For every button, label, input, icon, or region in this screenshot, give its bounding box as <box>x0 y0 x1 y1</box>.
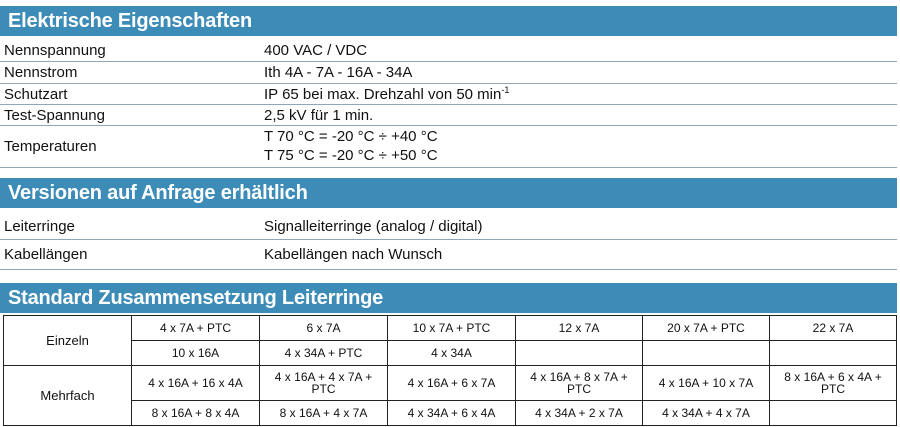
spec-value-superscript: -1 <box>501 85 510 95</box>
table-row <box>4 401 897 426</box>
version-label: Kabellängen <box>4 246 88 263</box>
table-cell: 4 x 34A <box>388 341 516 366</box>
section-header-composition: Standard Zusammensetzung Leiterringe <box>0 283 897 313</box>
table-cell: 4 x 16A + 4 x 7A + PTC <box>260 366 388 401</box>
table-row <box>4 366 897 401</box>
version-value: Kabellängen nach Wunsch <box>264 246 443 263</box>
table-cell: 4 x 34A + 2 x 7A <box>516 401 643 426</box>
spec-label: Schutzart <box>4 86 68 103</box>
table-cell: 4 x 16A + 8 x 7A + PTC <box>516 366 643 401</box>
table-cell: 4 x 34A + PTC <box>260 341 388 366</box>
table-cell: 22 x 7A <box>770 316 897 341</box>
spec-row-temperaturen <box>0 126 897 168</box>
table-cell <box>770 341 897 366</box>
spec-row-nennstrom <box>0 62 897 84</box>
section-header-versions: Versionen auf Anfrage erhältlich <box>0 178 897 208</box>
spec-value-line: T 75 °C = -20 °C ÷ +50 °C <box>264 147 438 164</box>
table-cell <box>643 341 770 366</box>
spec-row-nennspannung <box>0 40 897 62</box>
table-cell: 4 x 7A + PTC <box>132 316 260 341</box>
row-label-einzeln: Einzeln <box>4 316 132 366</box>
table-cell: 4 x 16A + 6 x 7A <box>388 366 516 401</box>
table-cell <box>516 341 643 366</box>
table-cell: 8 x 16A + 4 x 7A <box>260 401 388 426</box>
spec-value-lines <box>264 127 438 165</box>
table-cell: 10 x 7A + PTC <box>388 316 516 341</box>
version-value: Signalleiterringe (analog / digital) <box>264 218 483 235</box>
spec-row-testspannung <box>0 105 897 126</box>
spec-label: Nennspannung <box>4 42 106 59</box>
spec-row-schutzart <box>0 84 897 105</box>
spec-value: IP 65 bei max. Drehzahl von 50 min <box>264 86 502 103</box>
spec-value: 400 VAC / VDC <box>264 42 368 59</box>
spec-label: Nennstrom <box>4 64 78 81</box>
spec-value-line: T 70 °C = -20 °C ÷ +40 °C <box>264 128 438 145</box>
spec-label: Temperaturen <box>4 138 97 155</box>
table-cell: 4 x 34A + 6 x 4A <box>388 401 516 426</box>
table-cell: 4 x 16A + 16 x 4A <box>132 366 260 401</box>
spec-value: Ith 4A - 7A - 16A - 34A <box>264 64 413 81</box>
table-row <box>4 316 897 341</box>
table-cell: 6 x 7A <box>260 316 388 341</box>
table-cell: 20 x 7A + PTC <box>643 316 770 341</box>
table-cell: 8 x 16A + 6 x 4A + PTC <box>770 366 897 401</box>
section-header-electrical: Elektrische Eigenschaften <box>0 6 897 36</box>
table-cell: 8 x 16A + 8 x 4A <box>132 401 260 426</box>
version-label: Leiterringe <box>4 218 75 235</box>
spec-value: 2,5 kV für 1 min. <box>264 107 374 124</box>
composition-table <box>3 315 897 426</box>
table-cell: 4 x 34A + 4 x 7A <box>643 401 770 426</box>
table-cell: 4 x 16A + 10 x 7A <box>643 366 770 401</box>
table-cell: 12 x 7A <box>516 316 643 341</box>
version-row-leiterringe <box>0 213 897 240</box>
table-cell <box>770 401 897 426</box>
row-label-mehrfach: Mehrfach <box>4 366 132 426</box>
table-cell: 10 x 16A <box>132 341 260 366</box>
table-row <box>4 341 897 366</box>
spec-label: Test-Spannung <box>4 107 105 124</box>
spec-value-wrap <box>264 84 509 105</box>
version-row-kabellaengen <box>0 240 897 270</box>
